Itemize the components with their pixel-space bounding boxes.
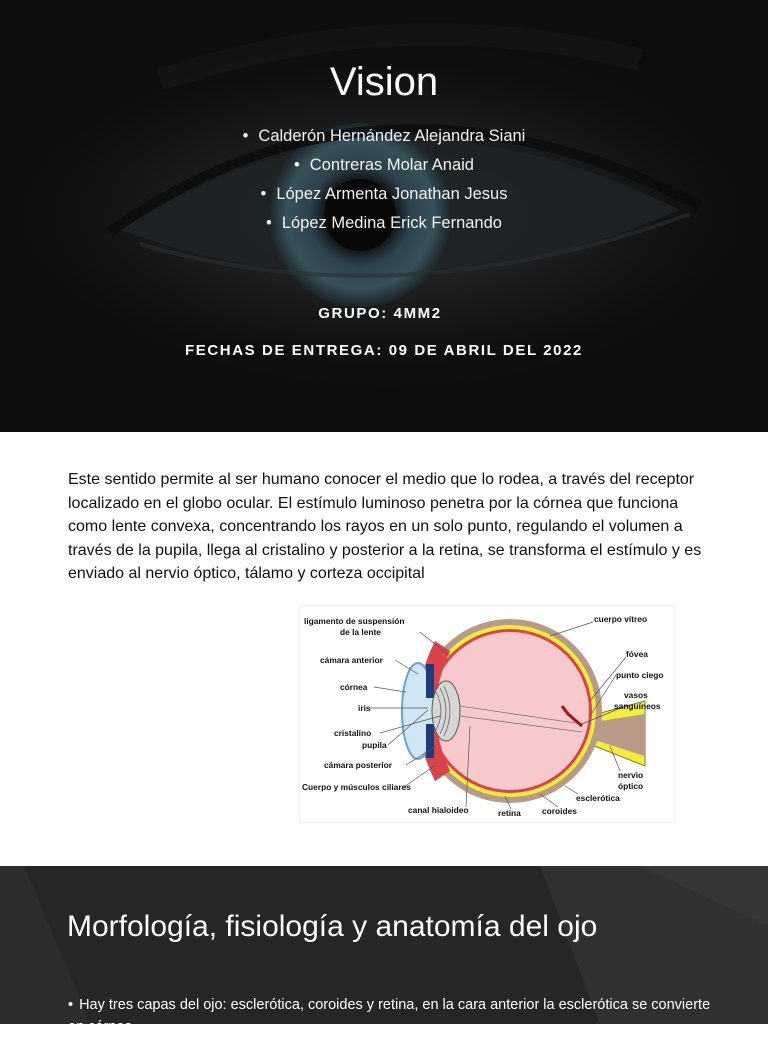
bullet-icon: • xyxy=(266,214,272,232)
slide-title: Morfología, fisiología y anatomía del ojo xyxy=(67,910,598,943)
label-cornea: córnea xyxy=(340,682,368,692)
title-slide xyxy=(0,0,768,432)
label-camara-anterior: cámara anterior xyxy=(320,655,383,665)
label-coroides: coroides xyxy=(542,806,577,816)
label-fovea: fóvea xyxy=(626,649,648,659)
bullet-point xyxy=(68,994,728,1038)
label-pupila: pupila xyxy=(362,740,387,750)
label-retina: retina xyxy=(498,808,521,818)
author-name: Contreras Molar Anaid xyxy=(309,156,474,174)
author-name: López Armenta Jonathan Jesus xyxy=(276,185,508,203)
vision-description: Este sentido permite al ser humano conocer el medio que lo rodea, a través del receptor localizado en el globo ocular. El estímulo luminoso penetra por la córnea que funciona como lente convexa, concentrando los rayos en un solo punto, regulando el volumen a través de la pupila, llega al cristalino y posterior a la retina, se transforma el estímulo y es enviado al nervio óptico, tálamo y corteza occipital xyxy=(68,471,702,582)
author-name: Calderón Hernández Alejandra Siani xyxy=(258,127,526,145)
author-item xyxy=(0,180,768,209)
bullet-icon: • xyxy=(68,997,74,1013)
eye-anatomy-svg xyxy=(300,606,676,824)
label-camara-posterior: cámara posterior xyxy=(324,760,392,770)
label-vasos-1: vasos xyxy=(624,690,648,700)
label-cuerpo-vitreo: cuerpo vítreo xyxy=(594,614,648,624)
bullet-icon: • xyxy=(294,156,300,174)
bullet-icon: • xyxy=(242,127,249,145)
author-list xyxy=(0,122,768,238)
label-nervio-2: óptico xyxy=(618,781,644,791)
label-ligamento-2: de la lente xyxy=(340,627,381,637)
anatomy-slide xyxy=(0,866,768,1035)
author-name: López Medina Erick Fernando xyxy=(281,214,502,232)
author-item xyxy=(0,209,768,238)
label-nervio-1: nervio xyxy=(618,770,644,780)
eye-anatomy-diagram xyxy=(299,605,675,823)
content-slide xyxy=(0,432,768,866)
label-punto-ciego: punto ciego xyxy=(616,670,664,680)
label-cristalino: cristalino xyxy=(334,728,372,738)
presentation-title: Vision xyxy=(329,60,439,104)
label-cuerpo-musculos: Cuerpo y músculos ciliares xyxy=(302,782,411,792)
label-canal-hialoideo: canal hialoideo xyxy=(408,805,469,815)
label-esclerotica: esclerótica xyxy=(576,793,620,803)
label-ligamento-1: ligamento de suspensión xyxy=(304,616,405,626)
delivery-date-label: FECHAS DE ENTREGA: 09 DE ABRIL DEL 2022 xyxy=(184,342,584,359)
bullet-icon: • xyxy=(260,185,267,203)
bullet-text: Hay tres capas del ojo: esclerótica, coroides y retina, en la cara anterior la esclerótica se convierte en córnea xyxy=(68,997,711,1035)
author-item xyxy=(0,122,768,151)
group-label: GRUPO: 4MM2 xyxy=(318,305,442,322)
label-iris: iris xyxy=(358,703,371,713)
author-item xyxy=(0,151,768,180)
label-vasos-2: sanguíneos xyxy=(614,701,661,711)
